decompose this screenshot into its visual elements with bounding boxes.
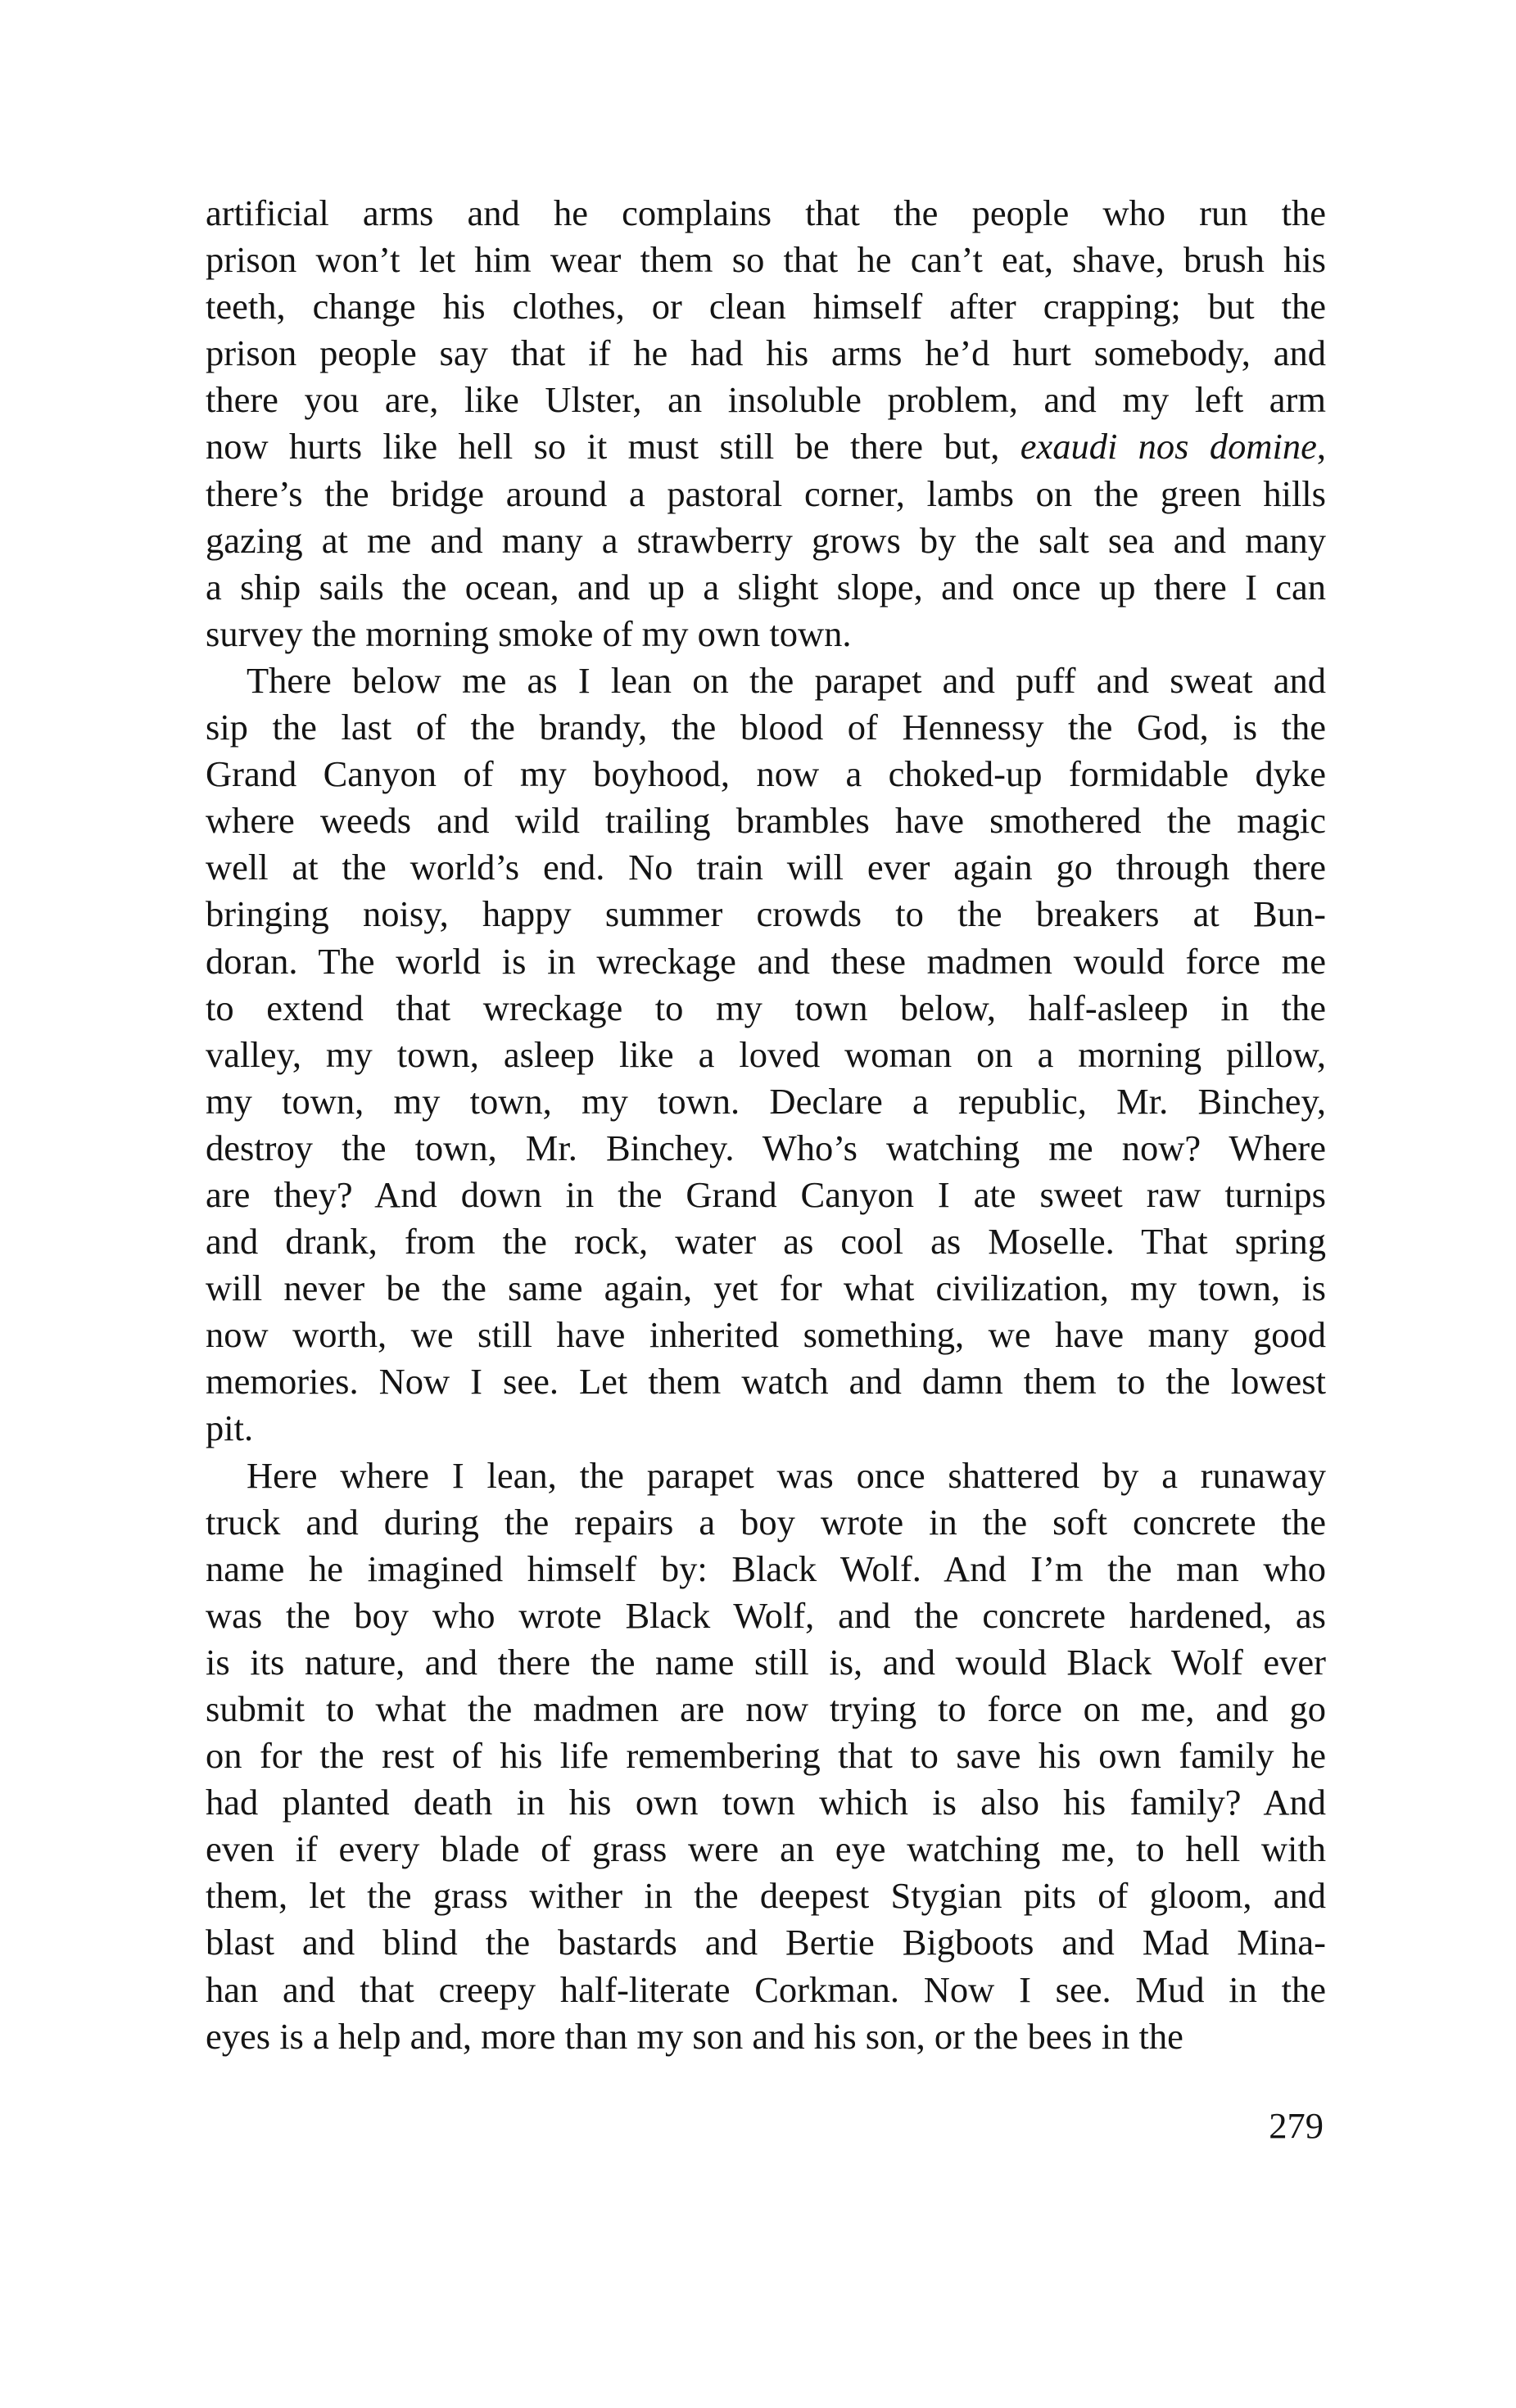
text-line: Here where I lean, the parapet was once shattered by a runaway — [247, 1454, 1326, 1496]
text-line: was the boy who wrote Black Wolf, and the concrete hardened, as — [206, 1594, 1326, 1636]
text-line: survey the morning smoke of my own town. — [206, 612, 852, 654]
text-line: where weeds and wild trailing brambles have smothered the magic — [206, 800, 1326, 842]
text-line: prison people say that if he had his arms he’d hurt somebody, and — [206, 332, 1326, 374]
text-line: them, let the grass wither in the deepest Stygian pits of gloom, and — [206, 1875, 1326, 1917]
text-line: valley, my town, asleep like a loved woman on a morning pillow, — [206, 1033, 1326, 1075]
text-line: there’s the bridge around a pastoral corner, lambs on the green hills — [206, 472, 1326, 514]
text-line: well at the world’s end. No train will ever again go through there — [206, 847, 1326, 888]
text-line: even if every blade of grass were an eye watching me, to hell with — [206, 1828, 1326, 1870]
text-line: artificial arms and he complains that the people who run the — [206, 192, 1326, 233]
text-line: are they? And down in the Grand Canyon I ate sweet raw turnips — [206, 1173, 1326, 1215]
text-line: now worth, we still have inherited something, we have many good — [206, 1314, 1326, 1356]
text-line: name he imagined himself by: Black Wolf. And I’m the man who — [206, 1547, 1326, 1589]
text-line: sip the last of the brandy, the blood of Hennessy the God, is the — [206, 707, 1326, 748]
text-line: and drank, from the rock, water as cool as Moselle. That spring — [206, 1221, 1326, 1263]
text-line: is its nature, and there the name still is, and would Black Wolf ever — [206, 1641, 1326, 1683]
text-line: submit to what the madmen are now trying to force on me, and go — [206, 1688, 1326, 1729]
text-line: teeth, change his clothes, or clean himself after crapping; but the — [206, 286, 1326, 328]
text-line: memories. Now I see. Let them watch and damn them to the lowest — [206, 1361, 1326, 1403]
text-line: to extend that wreckage to my town below, half-asleep in the — [206, 987, 1326, 1028]
text-line: on for the rest of his life remembering that to save his own family he — [206, 1735, 1326, 1777]
text-line: eyes is a help and, more than my son and his son, or the bees in the — [206, 2015, 1183, 2057]
text-line: gazing at me and many a strawberry grows by the salt sea and many — [206, 519, 1326, 561]
text-line: pit. — [206, 1407, 254, 1449]
text-line: There below me as I lean on the parapet and puff and sweat and — [247, 659, 1326, 701]
text-line: a ship sails the ocean, and up a slight slope, and once up there I can — [206, 566, 1326, 608]
paragraph-1 — [206, 190, 1326, 657]
paragraph-3 — [206, 1452, 1326, 2060]
text-line: blast and blind the bastards and Bertie Bigboots and Mad Mina- — [206, 1922, 1326, 1963]
text-line: Grand Canyon of my boyhood, now a choked-up formidable dyke — [206, 753, 1326, 795]
text-line: bringing noisy, happy summer crowds to the breakers at Bun- — [206, 893, 1326, 935]
book-page-text — [206, 190, 1326, 2060]
text-line: truck and during the repairs a boy wrote in the soft concrete the — [206, 1501, 1326, 1543]
text-line: doran. The world is in wreckage and these madmen would force me — [206, 940, 1326, 982]
text-line: had planted death in his own town which is also his family? And — [206, 1782, 1326, 1823]
text-line: prison won’t let him wear them so that he can’t eat, shave, brush his — [206, 239, 1326, 281]
text-line: now hurts like hell so it must still be there but, exaudi nos domine, — [206, 426, 1326, 468]
text-line: will never be the same again, yet for what civilization, my town, is — [206, 1267, 1326, 1309]
paragraph-2 — [206, 657, 1326, 1452]
page-number: 279 — [1269, 2105, 1324, 2146]
text-line: han and that creepy half-literate Corkman. Now I see. Mud in the — [206, 1968, 1326, 2010]
italic-phrase: exaudi nos domine — [1020, 426, 1317, 468]
text-line: destroy the town, Mr. Binchey. Who’s watching me now? Where — [206, 1127, 1326, 1168]
text-line: there you are, like Ulster, an insoluble problem, and my left arm — [206, 379, 1326, 421]
text-line: my town, my town, my town. Declare a republic, Mr. Binchey, — [206, 1080, 1326, 1122]
